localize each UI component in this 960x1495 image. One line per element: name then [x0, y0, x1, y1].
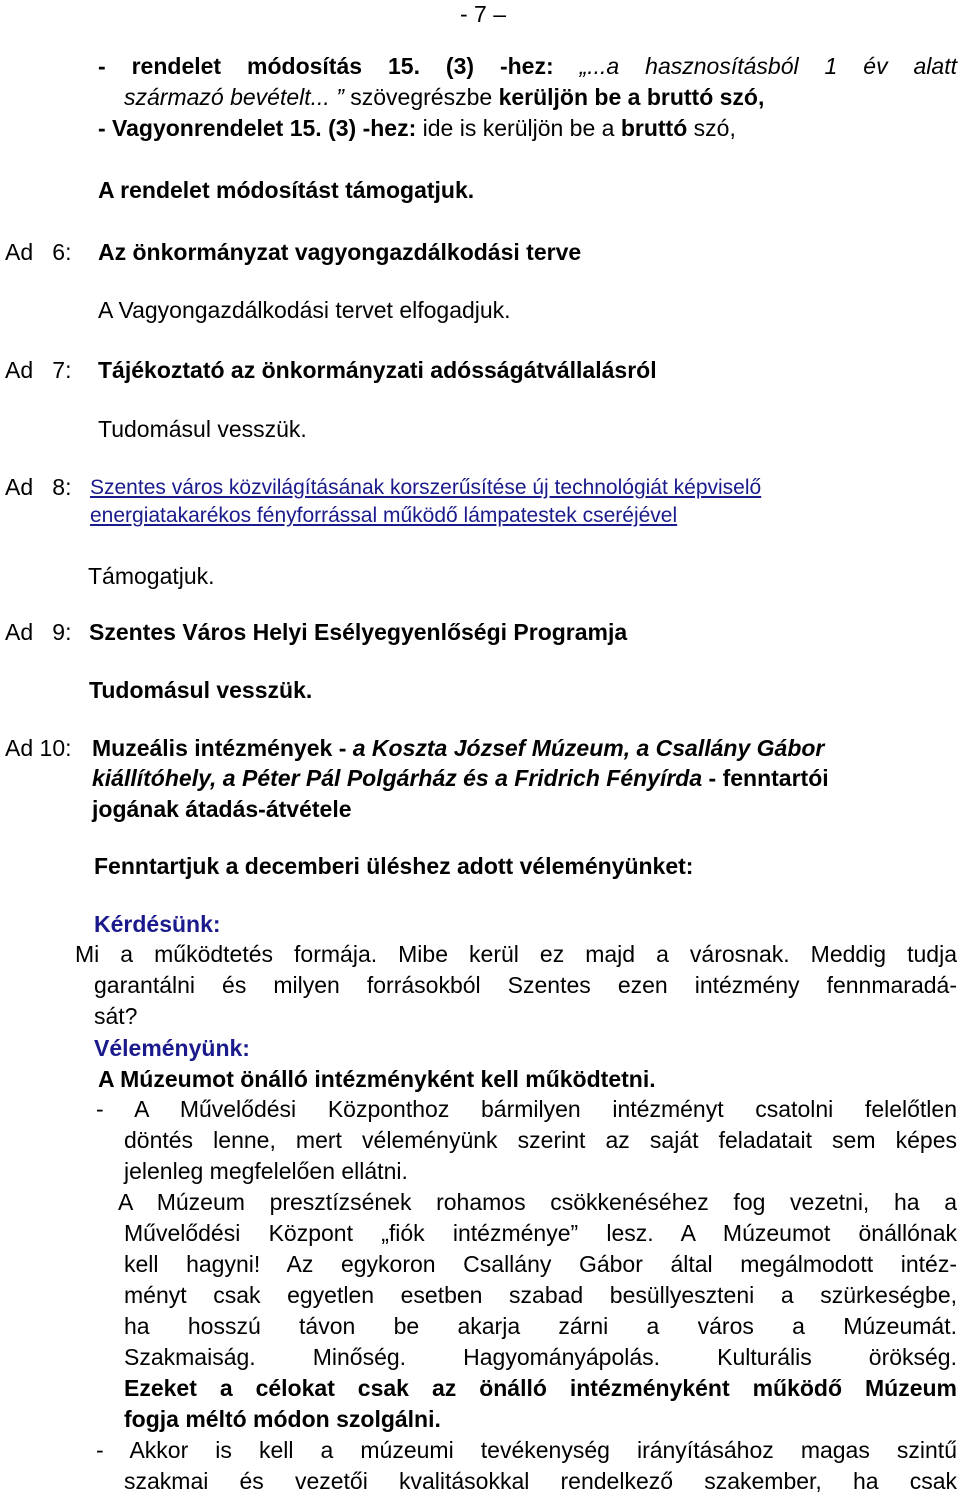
ad7-label: Ad 7:	[5, 357, 72, 383]
rendelet-line-3	[98, 114, 736, 142]
ad9-label: Ad 9:	[5, 619, 72, 645]
ad10-label: Ad 10:	[5, 735, 72, 761]
ad8-resolution: Támogatjuk.	[88, 563, 215, 589]
text-bold: (3) -hez:	[328, 115, 417, 141]
question-line-3: sát?	[94, 1003, 138, 1029]
text-bold: kerüljön be a bruttó szó,	[498, 84, 765, 110]
text: szövegrészbe	[350, 84, 493, 110]
text-bold: bruttó	[620, 115, 688, 141]
text-bold: - rendelet módosítás 15.	[98, 53, 420, 79]
question-line-2: garantálni és milyen forrásokból Szentes ezen intézmény fennmaradá-	[94, 972, 957, 998]
ad7-resolution: Tudomásul vesszük.	[98, 416, 307, 442]
page-number: - 7 –	[460, 1, 507, 27]
paragraph-2-line-6: Szakmaiság. Minőség. Hagyományápolás. Kulturális örökség.	[124, 1344, 957, 1370]
ad8-link-2[interactable]: energiatakarékos fényforrással működő lámpatestek cseréjével	[90, 504, 678, 527]
rendelet-line-2	[124, 83, 764, 111]
ad6-resolution: A Vagyongazdálkodási tervet elfogadjuk.	[98, 297, 511, 323]
paragraph-2-line-2: Művelődési Központ „fiók intézménye” lesz. A Múzeumot önállónak	[124, 1220, 957, 1246]
text: ide is kerüljön be a	[422, 115, 615, 141]
paragraph-1-line-1: - A Művelődési Központhoz bármilyen intézményt csatolni felelőtlen	[96, 1096, 957, 1122]
paragraph-3-line-1: - Akkor is kell a múzeumi tevékenység irányításához magas szintű	[96, 1437, 957, 1463]
paragraph-1-line-3: jelenleg megfelelően ellátni.	[124, 1158, 408, 1184]
text-bold: (3) -hez:	[445, 53, 554, 79]
paragraph-2-line-7: Ezeket a célokat csak az önálló intézményként működő Múzeum	[124, 1375, 957, 1401]
paragraph-1-line-2: döntés lenne, mert véleményünk szerint az saját feladatait sem képes	[124, 1127, 957, 1153]
paragraph-2-line-1: A Múzeum presztízsének rohamos csökkenéséhez fog vezetni, ha a	[118, 1189, 957, 1215]
ad10-title-line-3: jogának átadás-átvétele	[92, 796, 352, 822]
text-bold: Muzeális intézmények -	[92, 735, 347, 761]
question-line-1: Mi a működtetés formája. Mibe kerül ez majd a városnak. Meddig tudja	[75, 941, 957, 967]
opinion-line-1: A Múzeumot önálló intézményként kell működtetni.	[98, 1066, 656, 1092]
ad9-title: Szentes Város Helyi Esélyegyenlőségi Programja	[89, 619, 628, 645]
paragraph-3-line-2: szakmai és vezetői kvalitásokkal rendelkező szakember, ha csak	[124, 1468, 957, 1494]
text: szó,	[693, 115, 736, 141]
ad7-title: Tájékoztató az önkormányzati adósságátvállalásról	[98, 357, 657, 383]
ad10-resolution: Fenntartjuk a decemberi üléshez adott véleményünket:	[94, 853, 694, 879]
paragraph-2-line-8: fogja méltó módon szolgálni.	[124, 1406, 441, 1432]
text-bold-italic: kiállítóhely, a Péter Pál Polgárház és a Fridrich Fényírda	[92, 765, 703, 791]
ad6-title: Az önkormányzat vagyongazdálkodási terve	[98, 239, 582, 265]
ad8-link-1[interactable]: Szentes város közvilágításának korszerűsítése új technológiát képviselő	[90, 476, 762, 499]
paragraph-2-line-3: kell hagyni! Az egykoron Csallány Gábor által megálmodott intéz-	[124, 1251, 957, 1277]
ad6-label: Ad 6:	[5, 239, 72, 265]
text-bold: - Vagyonrendelet 15.	[98, 115, 322, 141]
ad9-resolution: Tudomásul vesszük.	[89, 677, 313, 703]
text-italic: „...a hasznosításból 1 év alatt	[579, 53, 957, 79]
rendelet-line-1	[98, 52, 957, 80]
rendelet-resolution: A rendelet módosítást támogatjuk.	[98, 177, 475, 203]
paragraph-2-line-5: ha hosszú távon be akarja zárni a város a Múzeumát.	[124, 1313, 957, 1339]
paragraph-2-line-4: ményt csak egyetlen esetben szabad besüllyeszteni a szürkeségbe,	[124, 1282, 957, 1308]
ad8-label: Ad 8:	[5, 474, 72, 500]
text-italic: származó bevételt... ”	[124, 84, 344, 110]
text-bold-italic: a Koszta József Múzeum, a Csallány Gábor	[352, 735, 825, 761]
question-heading: Kérdésünk:	[94, 911, 221, 937]
text-bold: - fenntartói	[708, 765, 829, 791]
ad10-title-line-1	[92, 734, 824, 762]
ad10-title-line-2	[92, 764, 829, 792]
opinion-heading: Véleményünk:	[94, 1035, 250, 1061]
